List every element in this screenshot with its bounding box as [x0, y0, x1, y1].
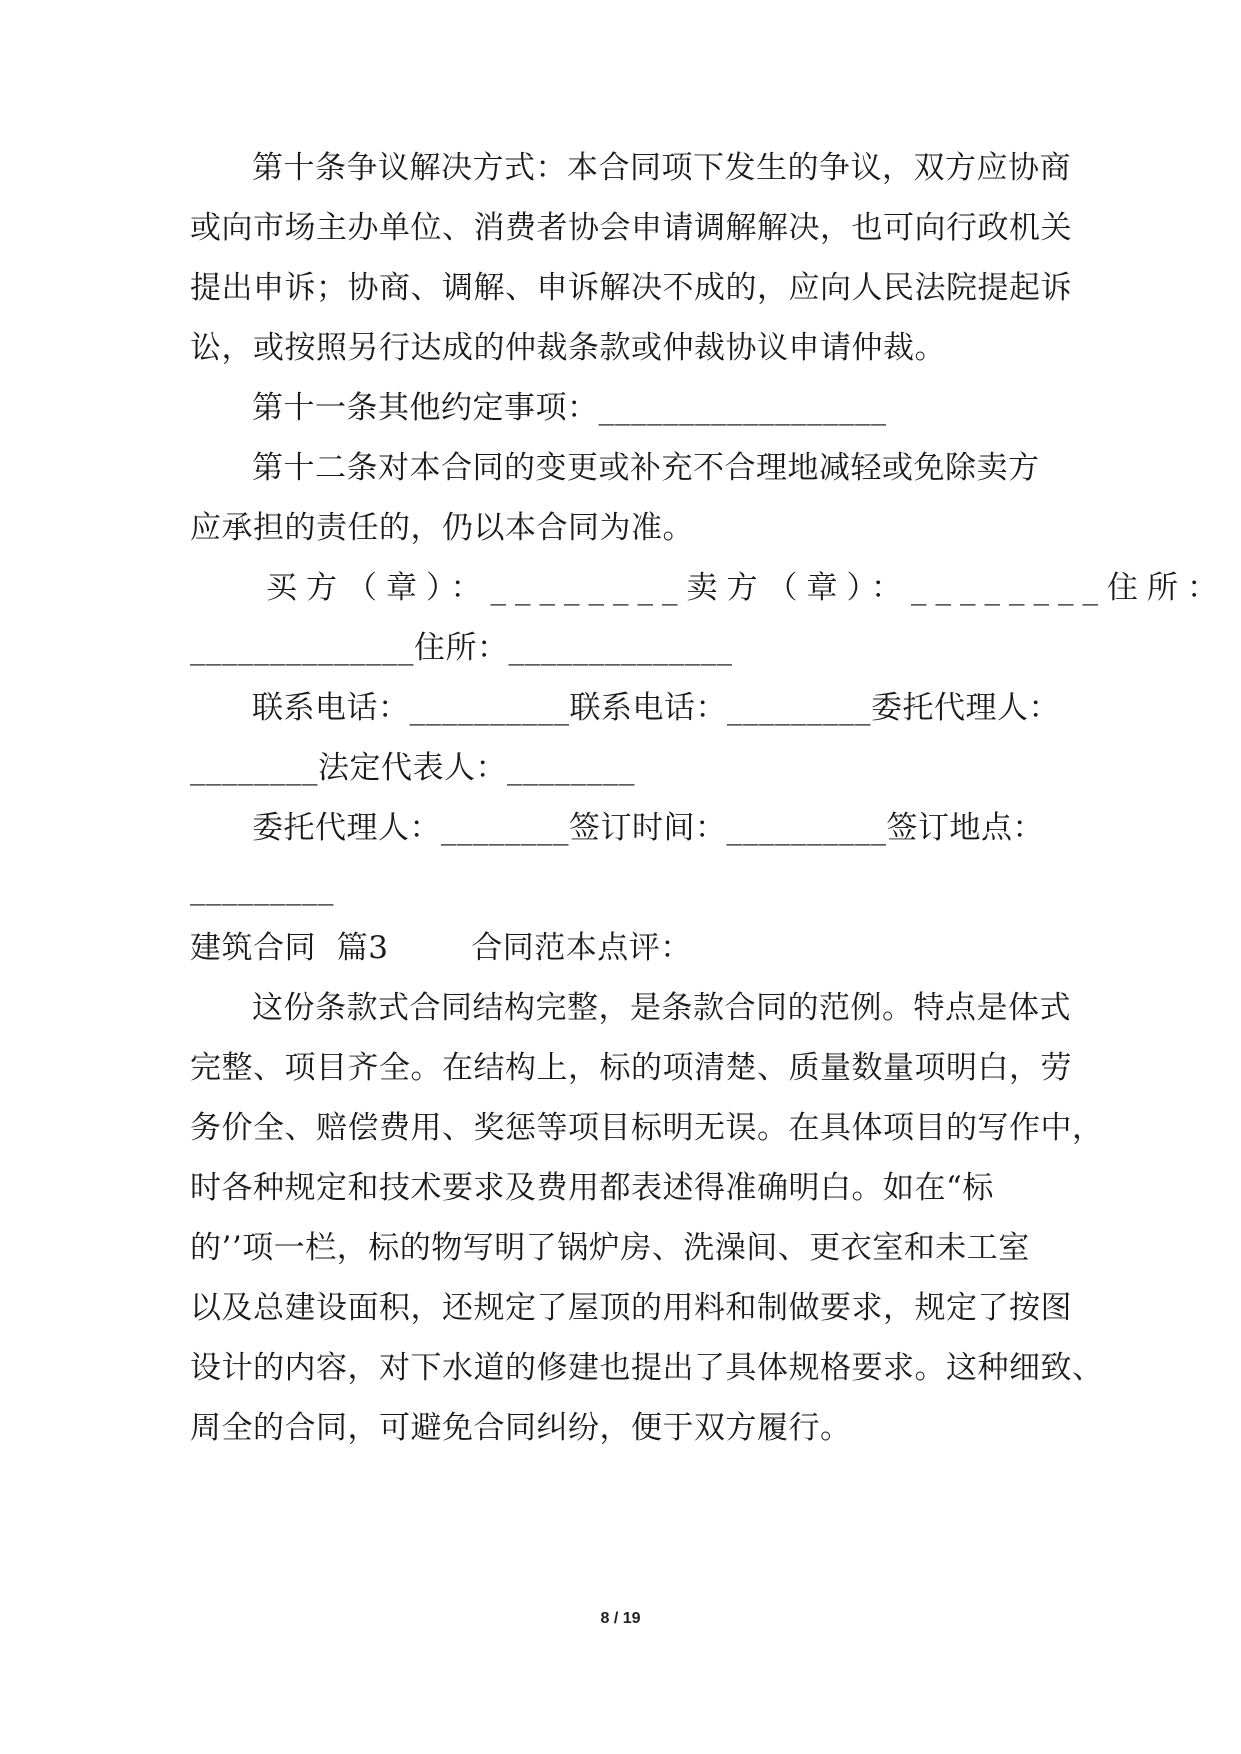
article-10-line-3: 提出申诉；协商、调解、申诉解决不成的，应向人民法院提起诉	[190, 270, 1072, 306]
article-11: 第十一条其他约定事项：__________________	[252, 390, 887, 426]
review-line-3: 务价全、赔偿费用、奖惩等项目标明无误。在具体项目的写作中，	[190, 1110, 1104, 1146]
article-12-line-2: 应承担的责任的，仍以本合同为准。	[190, 510, 694, 546]
article-10-line-1: 第十条争议解决方式：本合同项下发生的争议，双方应协商	[252, 150, 1071, 186]
review-line-6: 以及总建设面积，还规定了屋顶的用料和制做要求，规定了按图	[190, 1290, 1072, 1326]
review-line-5: 的’’项一栏，标的物写明了锅炉房、洗澡间、更衣室和未工室	[190, 1230, 1030, 1266]
phone-line: 联系电话：__________联系电话：_________委托代理人：	[252, 690, 1060, 726]
section-heading: 建筑合同 篇3 合同范本点评：	[190, 930, 692, 966]
review-line-2: 完整、项目齐全。在结构上，标的项清楚、质量数量项明白，劳	[190, 1050, 1072, 1086]
review-line-8: 周全的合同，可避免合同纠纷，便于双方履行。	[190, 1410, 852, 1446]
address-line: ______________住所：______________	[190, 630, 733, 666]
review-line-7: 设计的内容，对下水道的修建也提出了具体规格要求。这种细致、	[190, 1350, 1104, 1386]
buyer-seller-line: 买方（章）：________卖方（章）：________住所：	[266, 570, 1227, 606]
review-line-4: 时各种规定和技术要求及费用都表述得准确明白。如在“标	[190, 1170, 994, 1206]
signing-place-blank: _________	[190, 870, 334, 906]
review-line-1: 这份条款式合同结构完整，是条款合同的范例。特点是体式	[252, 990, 1071, 1026]
article-10-line-2: 或向市场主办单位、消费者协会申请调解解决，也可向行政机关	[190, 210, 1072, 246]
signing-line: 委托代理人：________签订时间：__________签订地点：	[252, 810, 1044, 846]
page-number: 8 / 19	[600, 1610, 641, 1627]
article-10-line-4: 讼，或按照另行达成的仲裁条款或仲裁协议申请仲裁。	[190, 330, 946, 366]
article-12-line-1: 第十二条对本合同的变更或补充不合理地减轻或免除卖方	[252, 450, 1040, 486]
legal-rep-line: ________法定代表人：________	[190, 750, 635, 786]
